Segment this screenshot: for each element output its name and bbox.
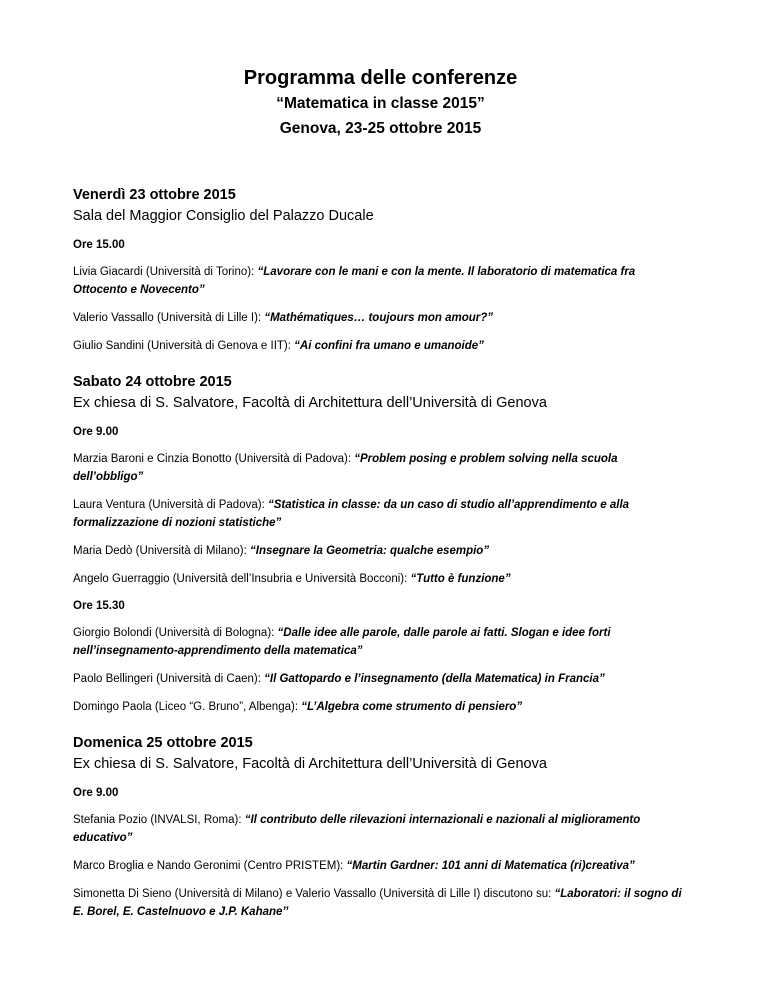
document-title: Programma delle conferenze [243,67,518,89]
talk-title: “Mathématiques… toujours mon amour?” [264,312,494,324]
day-venue: Ex chiesa di S. Salvatore, Facoltà di Architettura dell’Università di Genova [73,756,547,772]
talk-speaker: Giulio Sandini (Università di Genova e IIT): [73,340,295,352]
talk-entry [73,542,688,560]
session-time: Ore 15.30 [73,600,125,612]
session-time: Ore 9.00 [73,426,119,438]
talk-entry [73,496,688,532]
day-section-saturday [73,372,688,716]
talk-title: “Lavorare con le mani e con la mente. Il laboratorio di matematica fra Ottocento e Novecento” [73,266,636,296]
talk-speaker: Marzia Baroni e Cinzia Bonotto (Università di Padova): [73,453,355,465]
day-date: Venerdì 23 ottobre 2015 [73,187,236,203]
talk-title: “Ai confini fra umano e umanoide” [294,340,484,352]
talk-title: “Statistica in classe: da un caso di studio all’apprendimento e alla formalizzazione di nozioni statistiche” [73,499,630,529]
event-name: “Matematica in classe 2015” [276,95,485,112]
session-time: Ore 9.00 [73,787,119,799]
day-section-friday [73,185,688,355]
day-venue: Sala del Maggior Consiglio del Palazzo Ducale [73,208,374,224]
talk-speaker: Valerio Vassallo (Università di Lille I): [73,312,265,324]
talk-entry [73,857,688,875]
talk-entry [73,309,688,327]
event-place-dates: Genova, 23-25 ottobre 2015 [279,120,482,137]
talk-speaker: Marco Broglia e Nando Geronimi (Centro PRISTEM): [73,860,347,872]
talk-title: “Martin Gardner: 101 anni di Matematica (ri)creativa” [346,860,635,872]
talk-entry [73,624,688,660]
talk-speaker: Livia Giacardi (Università di Torino): [73,266,258,278]
talk-entry [73,263,688,299]
talk-speaker: Stefania Pozio (INVALSI, Roma): [73,814,245,826]
talk-entry [73,698,688,716]
talk-title: “Laboratori: il sogno di E. Borel, E. Castelnuovo e J.P. Kahane’’ [73,888,682,918]
talk-speaker: Domingo Paola (Liceo “G. Bruno”, Albenga): [73,701,302,713]
talk-entry [73,337,688,355]
day-date: Sabato 24 ottobre 2015 [73,374,232,390]
day-section-sunday [73,733,688,921]
day-venue: Ex chiesa di S. Salvatore, Facoltà di Architettura dell’Università di Genova [73,395,547,411]
talk-title: “Tutto è funzione” [410,573,511,585]
document-header [73,65,688,141]
talk-speaker: Angelo Guerraggio (Università dell’Insubria e Università Bocconi): [73,573,411,585]
talk-speaker: Maria Dedò (Università di Milano): [73,545,251,557]
talk-speaker: Laura Ventura (Università di Padova): [73,499,268,511]
talk-entry [73,885,688,921]
talk-title: “Il Gattopardo e l’insegnamento (della Matematica) in Francia” [264,673,605,685]
talk-title: “Dalle idee alle parole, dalle parole ai fatti. Slogan e idee forti nell’insegnamento-apprendimento della matematica” [73,627,611,657]
talk-title: “Insegnare la Geometria: qualche esempio” [250,545,490,557]
talk-entry [73,670,688,688]
talk-title: “L’Algebra come strumento di pensiero” [301,701,523,713]
talk-entry [73,570,688,588]
talk-title: “Problem posing e problem solving nella scuola dell’obbligo” [73,453,618,483]
talk-speaker: Giorgio Bolondi (Università di Bologna): [73,627,278,639]
day-date: Domenica 25 ottobre 2015 [73,735,253,751]
talk-speaker: Simonetta Di Sieno (Università di Milano) e Valerio Vassallo (Università di Lille I) discutono su: [73,888,555,900]
talk-title: “Il contributo delle rilevazioni internazionali e nazionali al miglioramento educativo” [73,814,641,844]
talk-entry [73,811,688,847]
session-time: Ore 15.00 [73,239,125,251]
talk-speaker: Paolo Bellingeri (Università di Caen): [73,673,265,685]
talk-entry [73,450,688,486]
